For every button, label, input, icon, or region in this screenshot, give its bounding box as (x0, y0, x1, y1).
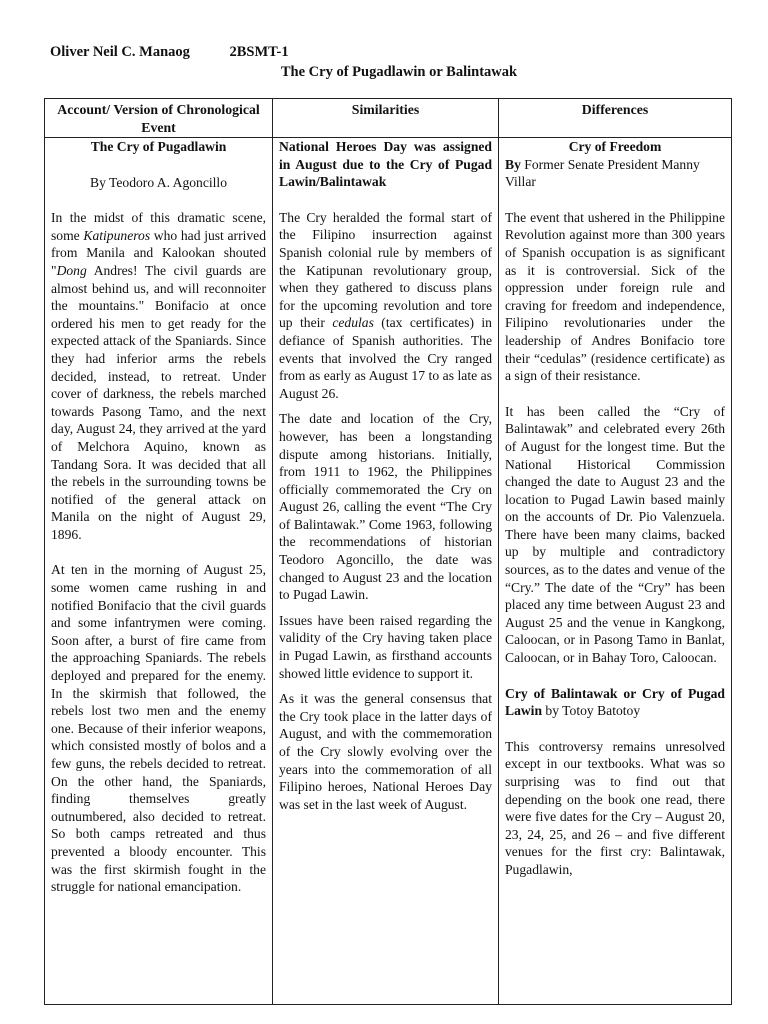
header-differences: Differences (499, 99, 732, 138)
differences-cell (499, 138, 732, 1005)
similarities-paragraph-2: The date and location of the Cry, however, has been a longstanding dispute among historians. Initially, from 1911 to 1962, the Philippines officially commemorated the Cry on August 26, calling the event “The Cry of Balintawak.” Come 1963, following the recommendations of historian Teodoro Agoncillo, the date was changed to August 23 and the location to Pugad Lawin. (279, 411, 492, 603)
similarities-paragraph-1: The Cry heralded the formal start of the Filipino insurrection against Spanish colonial rule by members of the Katipunan revolutionary group, when they gathered to discuss plans for the upcoming revolution and tore up their cedulas (tax certificates) in defiance of Spanish authorities. The events that involved the Cry ranged from as early as August 17 to as late as August 26. (279, 209, 492, 401)
similarities-heading: National Heroes Day was assigned in August due to the Cry of Pugad Lawin/Balintawak (279, 139, 492, 190)
similarities-paragraph-4: As it was the general consensus that the Cry took place in the latter days of August, and with the commemoration of the Cry slowly evolving over the years into the commemoration of all Filipino heroes, National Heroes Day was set in the last week of August. (279, 691, 492, 812)
differences-byline: By Former Senate President Manny Villar (505, 156, 700, 190)
header-account-version: Account/ Version of Chronological Event (45, 99, 273, 138)
student-name: Oliver Neil C. Manaog (50, 44, 190, 60)
class-section: 2BSMT-1 (229, 44, 289, 60)
differences-heading: Cry of Freedom (568, 139, 662, 154)
table-header-row (45, 99, 732, 138)
similarities-cell (273, 138, 499, 1005)
account-paragraph-1: In the midst of this dramatic scene, some Katipuneros who had just arrived from Manila and Kalookan shouted "Dong Andres! The civil guards are almost behind us, and will reconnoiter the mountains." Bonifacio at once ordered his men to get ready for the expected attack of the Spaniards. Since they had inferior arms the rebels decided, instead, to retreat. Under cover of darkness, the rebels marched towards Pasong Tamo, and the next day, August 24, they arrived at the yard of Melchora Aquino, known as Tandang Sora. It was decided that all the rebels in the surrounding towns be notified of the general attack on Manila on the night of August 29, 1896. (51, 210, 266, 542)
differences-heading-2: Cry of Balintawak or Cry of Pugad Lawin by Totoy Batotoy (505, 685, 725, 719)
account-cell (45, 138, 273, 1005)
header-similarities: Similarities (273, 99, 499, 138)
account-heading: The Cry of Pugadlawin (90, 139, 227, 154)
similarities-paragraph-3: Issues have been raised regarding the validity of the Cry having taken place in Pugad Lawin, as firsthand accounts showed little evidence to support it. (279, 612, 492, 681)
table-body-row (45, 138, 732, 1005)
comparison-table (44, 98, 732, 1005)
differences-paragraph-3: This controversy remains unresolved except in our textbooks. What was so surprising was to find out that depending on the book one read, there were five dates for the Cry – August 20, 23, 24, 25, and 26 – and five different venues for the first cry: Balintawak, Pugadlawin, (505, 738, 725, 877)
account-paragraph-2: At ten in the morning of August 25, some women came rushing in and notified Bonifacio that the civil guards and some infantrymen were coming. Soon after, a burst of fire came from the approaching Spaniards. The rebels deployed and prepared for the enemy. In the skirmish that followed, the rebels lost two men and the enemy one. Because of their inferior weapons, which consisted mostly of bolos and a few guns, the rebels decided to retreat. On the other hand, the Spaniards, finding themselves greatly outnumbered, also decided to retreat. So both camps retreated and thus prevented a bloody encounter. This was the first skirmish fought in the struggle for national emancipation. (51, 562, 266, 895)
document-title: The Cry of Pugadlawin or Balintawak (280, 64, 518, 80)
account-byline: By Teodoro A. Agoncillo (90, 174, 227, 190)
document-header (50, 44, 730, 81)
differences-paragraph-1: The event that ushered in the Philippine Revolution against more than 300 years of Spanish occupation is as significant as it is controversial. Sick of the oppression under foreign rule and craving for freedom and independence, Filipino revolutionaries under the leadership of Andres Bonifacio tore their “cedulas” (residence certificate) as a sign of their resistance. (505, 209, 725, 384)
differences-paragraph-2: It has been called the “Cry of Balintawak” and celebrated every 26th of August for the longest time. But the National Historical Commission changed the date to August 23 and the location to Pugad Lawin based mainly on the accounts of Dr. Pio Valenzuela. There have been many claims, backed up by multiple and contradictory sources, as to the dates and venue of the “Cry.” The date of the “Cry” has been placed any time between August 23 and August 25 and the venue in Kangkong, Caloocan, or in Pasong Tamo in Banlat, Caloocan, or in Bahay Toro, Caloocan. (505, 403, 725, 666)
